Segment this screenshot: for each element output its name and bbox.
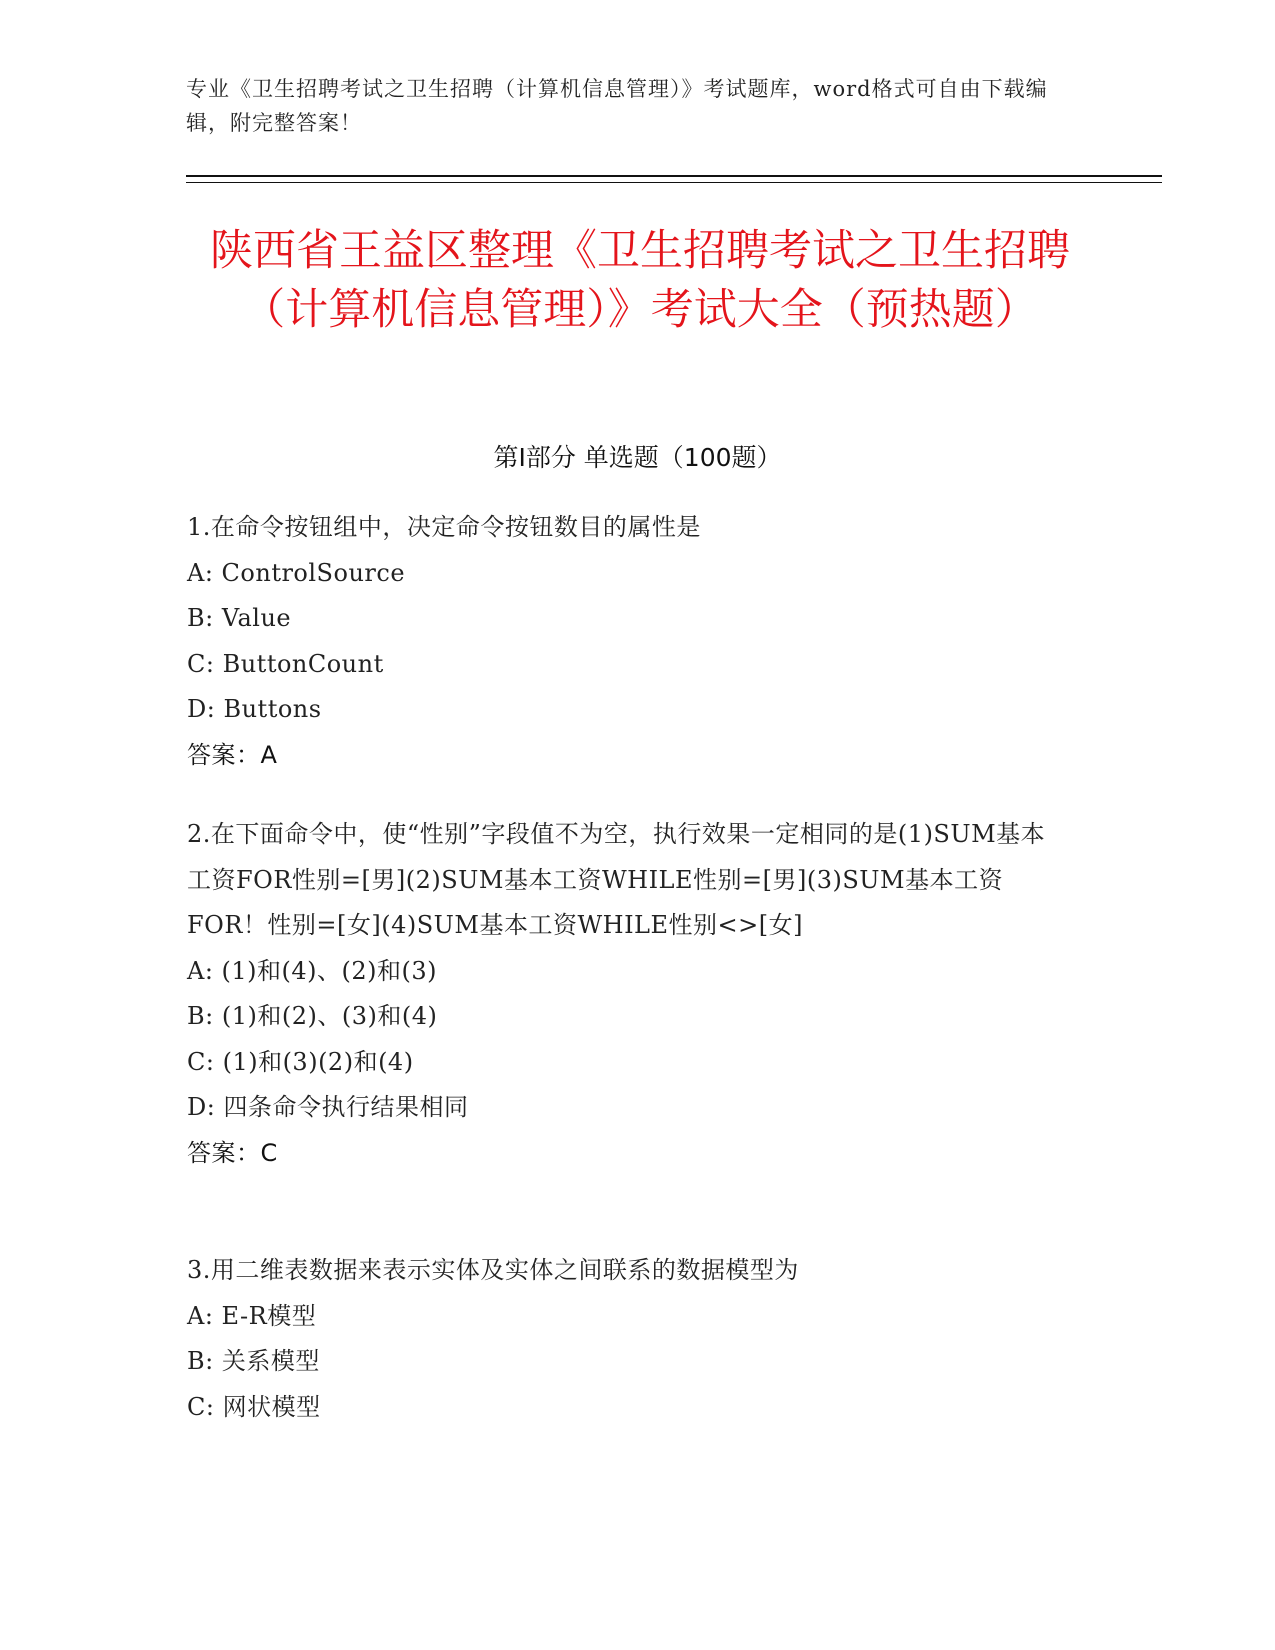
option-a: A: E-R模型 <box>187 1301 317 1330</box>
option-b: B: Value <box>187 604 292 632</box>
answer-label: 答案：A <box>187 740 278 769</box>
question-1 <box>187 505 1087 778</box>
option-b: B: (1)和(2)、(3)和(4) <box>187 1002 438 1030</box>
option-c: C: 网状模型 <box>187 1392 321 1421</box>
question-2 <box>187 812 1087 1176</box>
question-stem: 3.用二维表数据来表示实体及实体之间联系的数据模型为 <box>187 1256 799 1284</box>
option-b: B: 关系模型 <box>187 1347 320 1375</box>
option-d: D: Buttons <box>187 695 322 723</box>
question-stem: 1.在命令按钮组中，决定命令按钮数目的属性是 <box>187 513 701 541</box>
header-divider-thin <box>186 182 1162 183</box>
question-stem: 2.在下面命令中，使“性别”字段值不为空，执行效果一定相同的是(1)SUM基本工资FOR性别=[男](2)SUM基本工资WHILE性别=[男](3)SUM基本工资FOR！性别=[女](4)SUM基本工资WHILE性别<>[女] <box>187 820 1046 939</box>
option-a: A: (1)和(4)、(2)和(3) <box>187 956 438 985</box>
section-heading: 第I部分 单选题（100题） <box>493 443 782 472</box>
option-d: D: 四条命令执行结果相同 <box>187 1093 469 1121</box>
header-note: 专业《卫生招聘考试之卫生招聘（计算机信息管理）》考试题库，word格式可自由下载编辑，附完整答案！ <box>186 77 1048 135</box>
header-divider <box>186 175 1162 177</box>
option-c: C: (1)和(3)(2)和(4) <box>187 1047 414 1076</box>
document-title: 陕西省王益区整理《卫生招聘考试之卫生招聘（计算机信息管理）》考试大全（预热题） <box>210 226 1070 335</box>
answer-label: 答案：C <box>187 1138 278 1167</box>
question-3 <box>187 1248 1087 1430</box>
option-a: A: ControlSource <box>187 558 406 587</box>
option-c: C: ButtonCount <box>187 649 384 678</box>
